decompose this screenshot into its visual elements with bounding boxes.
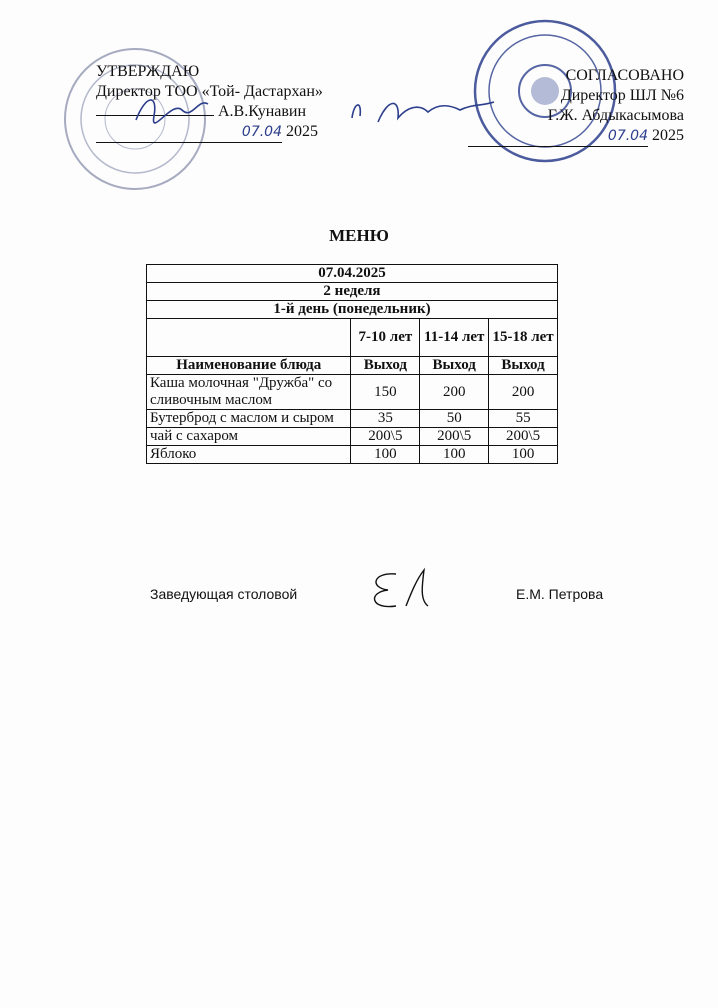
canteen-head-name: Е.М. Петрова [516,586,604,602]
table-row [147,301,558,319]
yield-header-1: Выход [351,357,420,375]
canteen-head-role: Заведующая столовой [150,586,298,602]
yield-value: 100 [351,446,420,464]
table-row [147,357,558,375]
yield-header-3: Выход [489,357,558,375]
age-header-1: 7-10 лет [351,319,420,357]
yield-value: 200\5 [351,428,420,446]
dish-name: Каша молочная "Дружба" со сливочным маслом [147,375,351,410]
school-director-signature [348,92,498,132]
dish-name: Бутерброд с маслом и сыром [147,410,351,428]
yield-value: 35 [351,410,420,428]
agreement-heading: СОГЛАСОВАНО [565,67,684,84]
agreement-name: Г.Ж. Абдыкасымова [547,107,684,124]
approval-heading: УТВЕРЖДАЮ [96,63,200,80]
approval-year: 2025 [286,123,318,140]
yield-value: 200\5 [420,428,489,446]
table-row [147,375,558,410]
yield-value: 100 [489,446,558,464]
page-title: МЕНЮ [329,226,389,245]
agreement-year: 2025 [652,127,684,144]
age-header-3: 15-18 лет [489,319,558,357]
yield-header-2: Выход [420,357,489,375]
age-header-2: 11-14 лет [420,319,489,357]
yield-value: 55 [489,410,558,428]
director-signature [132,90,212,130]
approval-name: А.В.Кунавин [218,103,307,120]
table-row [147,265,558,283]
agreement-date-line [468,126,684,147]
yield-value: 200\5 [489,428,558,446]
menu-day: 1-й день (понедельник) [147,301,558,319]
empty-cell [147,319,351,357]
agreement-block [468,66,684,147]
menu-week: 2 неделя [147,283,558,301]
table-row [147,410,558,428]
agreement-position: Директор ШЛ №6 [560,87,684,104]
approval-position: Директор ТОО «Той- Дастархан» [96,83,323,100]
dish-name-header: Наименование блюда [147,357,351,375]
table-row [147,446,558,464]
table-row [147,428,558,446]
yield-value: 50 [420,410,489,428]
canteen-head-signature [366,566,436,616]
dish-name: чай с сахаром [147,428,351,446]
table-row [147,319,558,357]
yield-value: 100 [420,446,489,464]
table-row [147,283,558,301]
yield-value: 150 [351,375,420,410]
approval-date-handwritten: 07.04 [241,124,282,140]
yield-value: 200 [420,375,489,410]
yield-value: 200 [489,375,558,410]
dish-name: Яблоко [147,446,351,464]
menu-table [146,264,558,464]
menu-date: 07.04.2025 [147,265,558,283]
agreement-date-handwritten: 07.04 [607,128,648,144]
